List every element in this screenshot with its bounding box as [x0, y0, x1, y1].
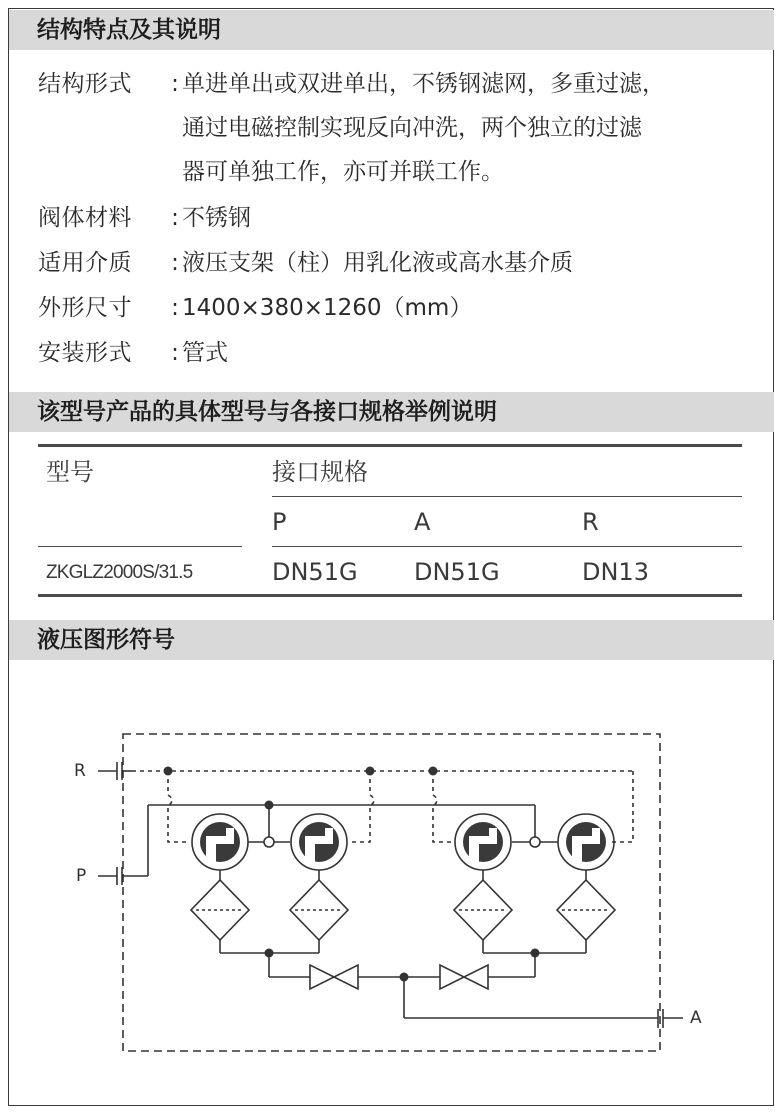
table-header-ports: 接口规格	[272, 458, 368, 486]
spec-colon: :	[171, 340, 179, 366]
spec-value: 不锈钢	[182, 205, 251, 231]
section-title-symbol: 液压图形符号	[9, 620, 774, 660]
spec-colon: :	[171, 205, 179, 231]
table-cell-r: DN13	[582, 558, 649, 586]
filter-unit-2	[290, 814, 348, 940]
spec-colon: :	[171, 71, 179, 97]
table-port-a: A	[414, 508, 431, 536]
table-port-r: R	[582, 508, 599, 536]
outlet-lines	[220, 940, 658, 1018]
port-r-connector	[98, 762, 132, 780]
table-port-p: P	[272, 508, 287, 536]
table-cell-model: ZKGLZ2000S/31.5	[46, 562, 193, 583]
filter-unit-3	[454, 814, 512, 940]
filter-unit-1	[191, 814, 249, 940]
spec-label: 外形尺寸	[38, 295, 132, 321]
port-label-r: R	[74, 761, 86, 781]
junction-open	[530, 837, 540, 847]
port-a-connector	[658, 1009, 683, 1028]
spec-value-line: 器可单独工作，亦可并联工作。	[182, 159, 504, 185]
spec-value-line: 通过电磁控制实现反向冲洗，两个独立的过滤	[182, 115, 642, 141]
port-p-connector	[98, 867, 148, 885]
table-header-model: 型号	[46, 458, 94, 486]
enclosure-border	[123, 734, 660, 1051]
table-cell-p: DN51G	[272, 558, 358, 586]
valve-left	[310, 965, 358, 989]
spec-label: 结构形式	[38, 71, 132, 97]
spec-value: 液压支架（柱）用乳化液或高水基介质	[182, 250, 573, 276]
filter-unit-4	[557, 814, 615, 940]
valve-right	[440, 965, 488, 989]
spec-colon: :	[171, 295, 179, 321]
spec-label: 适用介质	[38, 250, 132, 276]
spec-value: 1400×380×1260（mm）	[182, 295, 473, 321]
port-label-a: A	[690, 1008, 702, 1028]
spec-label: 安装形式	[38, 340, 132, 366]
table-cell-a: DN51G	[414, 558, 500, 586]
spec-colon: :	[171, 250, 179, 276]
junction-open	[264, 837, 274, 847]
spec-value: 管式	[182, 340, 228, 366]
spec-value-line: 单进单出或双进单出，不锈钢滤网，多重过滤，	[182, 71, 665, 97]
section-title-structure: 结构特点及其说明	[9, 10, 774, 50]
spec-label: 阀体材料	[38, 205, 132, 231]
section-title-models: 该型号产品的具体型号与各接口规格举例说明	[9, 392, 774, 432]
port-label-p: P	[76, 866, 87, 886]
